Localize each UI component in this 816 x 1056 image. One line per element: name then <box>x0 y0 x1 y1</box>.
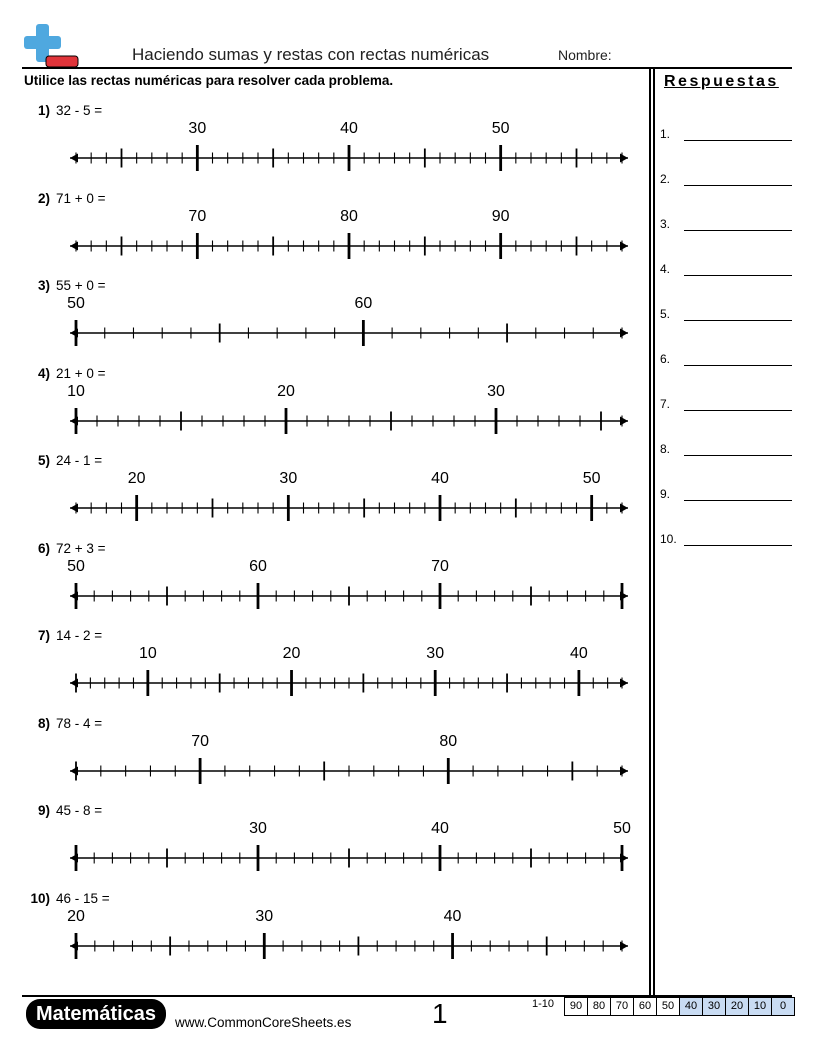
tick-label: 50 <box>613 820 631 837</box>
arrow-right-icon <box>620 941 628 950</box>
tick-label: 20 <box>282 645 301 662</box>
tick-label: 70 <box>191 732 209 750</box>
score-cell: 20 <box>725 998 748 1015</box>
problem-expression: 32 - 5 = <box>56 103 103 118</box>
problem-expression: 45 - 8 = <box>56 803 103 818</box>
problem-7 <box>24 628 102 643</box>
tick-label: 30 <box>426 645 445 662</box>
problem-3 <box>24 278 106 293</box>
tick-label: 30 <box>255 907 274 925</box>
answer-row <box>660 436 792 456</box>
page-number: 1 <box>432 998 448 1029</box>
site-url: www.CommonCoreSheets.es <box>175 1015 352 1030</box>
problem-number: 9) <box>37 803 50 818</box>
tick-label: 40 <box>340 120 358 137</box>
arrow-right-icon <box>620 766 628 775</box>
answer-row <box>660 256 792 276</box>
tick-label: 20 <box>67 907 85 925</box>
arrow-left-icon <box>70 154 78 163</box>
problem-10 <box>24 891 110 906</box>
problem-4 <box>24 366 106 381</box>
problem-number: 5) <box>37 453 50 468</box>
tick-label: 30 <box>487 382 505 400</box>
page-title: Haciendo sumas y restas con rectas numéricas <box>132 45 490 64</box>
tick-label: 60 <box>354 295 373 312</box>
number-line <box>60 820 640 875</box>
column-divider <box>649 68 651 995</box>
tick-label: 30 <box>279 470 298 487</box>
problem-number: 10) <box>30 890 50 906</box>
answer-blank[interactable] <box>684 185 792 186</box>
answer-row <box>660 391 792 411</box>
plus-minus-logo-icon <box>22 24 80 68</box>
answer-number: 8. <box>660 442 671 456</box>
score-cell: 10 <box>748 998 771 1015</box>
tick-label: 60 <box>249 557 267 575</box>
tick-label: 10 <box>67 382 85 400</box>
tick-label: 50 <box>67 295 85 312</box>
answer-number: 1. <box>660 127 671 141</box>
problem-expression: 46 - 15 = <box>56 890 110 906</box>
answer-number: 6. <box>660 352 671 366</box>
answer-row <box>660 121 792 141</box>
tick-label: 80 <box>439 732 458 750</box>
answer-blank[interactable] <box>684 140 792 141</box>
answer-number: 7. <box>660 397 671 411</box>
problem-1 <box>24 103 102 118</box>
tick-label: 40 <box>431 820 449 837</box>
score-table <box>564 997 795 1016</box>
problem-expression: 21 + 0 = <box>56 365 106 381</box>
score-cell: 0 <box>771 998 794 1015</box>
score-cell: 80 <box>587 998 610 1015</box>
problem-6 <box>24 541 106 556</box>
number-line <box>60 207 640 263</box>
problem-number: 1) <box>37 103 50 118</box>
tick-label: 50 <box>67 557 85 575</box>
arrow-left-icon <box>70 504 78 513</box>
arrow-right-icon <box>620 504 628 513</box>
score-cell: 60 <box>633 998 656 1015</box>
score-cell: 30 <box>702 998 725 1015</box>
arrow-right-icon <box>620 416 628 425</box>
tick-label: 50 <box>582 470 601 487</box>
problem-5 <box>24 453 102 468</box>
problem-expression: 14 - 2 = <box>56 628 103 643</box>
answer-number: 3. <box>660 217 671 231</box>
number-line <box>60 295 640 350</box>
problem-number: 3) <box>37 278 50 293</box>
answer-blank[interactable] <box>684 230 792 231</box>
answer-blank[interactable] <box>684 545 792 546</box>
column-divider <box>653 68 655 995</box>
arrow-right-icon <box>620 679 628 688</box>
problem-expression: 72 + 3 = <box>56 540 106 556</box>
tick-label: 30 <box>188 120 207 137</box>
name-label: Nombre: <box>558 47 612 63</box>
answers-heading: Respuestas <box>664 73 779 90</box>
answer-number: 9. <box>660 487 671 501</box>
score-cell: 50 <box>656 998 679 1015</box>
score-cell: 90 <box>569 1000 583 1012</box>
problem-number: 6) <box>37 540 50 556</box>
problem-2 <box>24 191 106 206</box>
number-line <box>60 907 640 963</box>
tick-label: 70 <box>431 557 449 575</box>
problem-8 <box>24 716 102 731</box>
tick-label: 90 <box>491 207 510 225</box>
tick-label: 20 <box>277 382 295 400</box>
problem-number: 2) <box>37 190 50 206</box>
problem-expression: 24 - 1 = <box>56 453 103 468</box>
answer-number: 4. <box>660 262 671 276</box>
arrow-right-icon <box>620 241 628 250</box>
tick-label: 40 <box>443 907 462 925</box>
answer-blank[interactable] <box>684 500 792 501</box>
answer-blank[interactable] <box>684 455 792 456</box>
answer-number: 2. <box>660 172 671 186</box>
score-cell: 70 <box>610 998 633 1015</box>
tick-label: 40 <box>431 470 449 487</box>
tick-label: 70 <box>188 207 207 225</box>
number-line <box>60 382 640 438</box>
number-line <box>60 732 640 788</box>
instructions: Utilice las rectas numéricas para resolver cada problema. <box>24 73 394 88</box>
brand-badge: Matemáticas <box>26 999 166 1029</box>
problem-number: 8) <box>37 715 50 731</box>
answer-row <box>660 166 792 186</box>
header-divider <box>22 67 792 69</box>
answer-blank[interactable] <box>684 320 792 321</box>
number-line <box>60 470 640 525</box>
arrow-right-icon <box>620 154 628 163</box>
answer-row <box>660 481 792 501</box>
arrow-right-icon <box>620 329 628 338</box>
answer-row <box>660 211 792 231</box>
answer-blank[interactable] <box>684 275 792 276</box>
problem-expression: 55 + 0 = <box>56 278 106 293</box>
answer-number: 10. <box>660 532 677 546</box>
answer-blank[interactable] <box>684 410 792 411</box>
tick-label: 40 <box>569 645 588 662</box>
tick-label: 50 <box>491 120 510 137</box>
tick-label: 10 <box>138 645 157 662</box>
answer-number: 5. <box>660 307 671 321</box>
arrow-left-icon <box>70 241 78 250</box>
problem-number: 4) <box>37 365 50 381</box>
problem-number: 7) <box>37 628 50 643</box>
answer-row <box>660 346 792 366</box>
answer-blank[interactable] <box>684 365 792 366</box>
tick-label: 20 <box>127 470 146 487</box>
number-line <box>60 120 640 175</box>
score-range-label: 1-10 <box>532 998 555 1010</box>
tick-label: 30 <box>249 820 267 837</box>
answer-row <box>660 526 792 546</box>
tick-label: 80 <box>340 207 358 225</box>
answer-row <box>660 301 792 321</box>
number-line <box>60 557 640 613</box>
number-line <box>60 645 640 700</box>
problem-expression: 71 + 0 = <box>56 190 106 206</box>
problem-expression: 78 - 4 = <box>56 715 103 731</box>
problem-9 <box>24 803 102 818</box>
score-cell: 40 <box>679 998 702 1015</box>
